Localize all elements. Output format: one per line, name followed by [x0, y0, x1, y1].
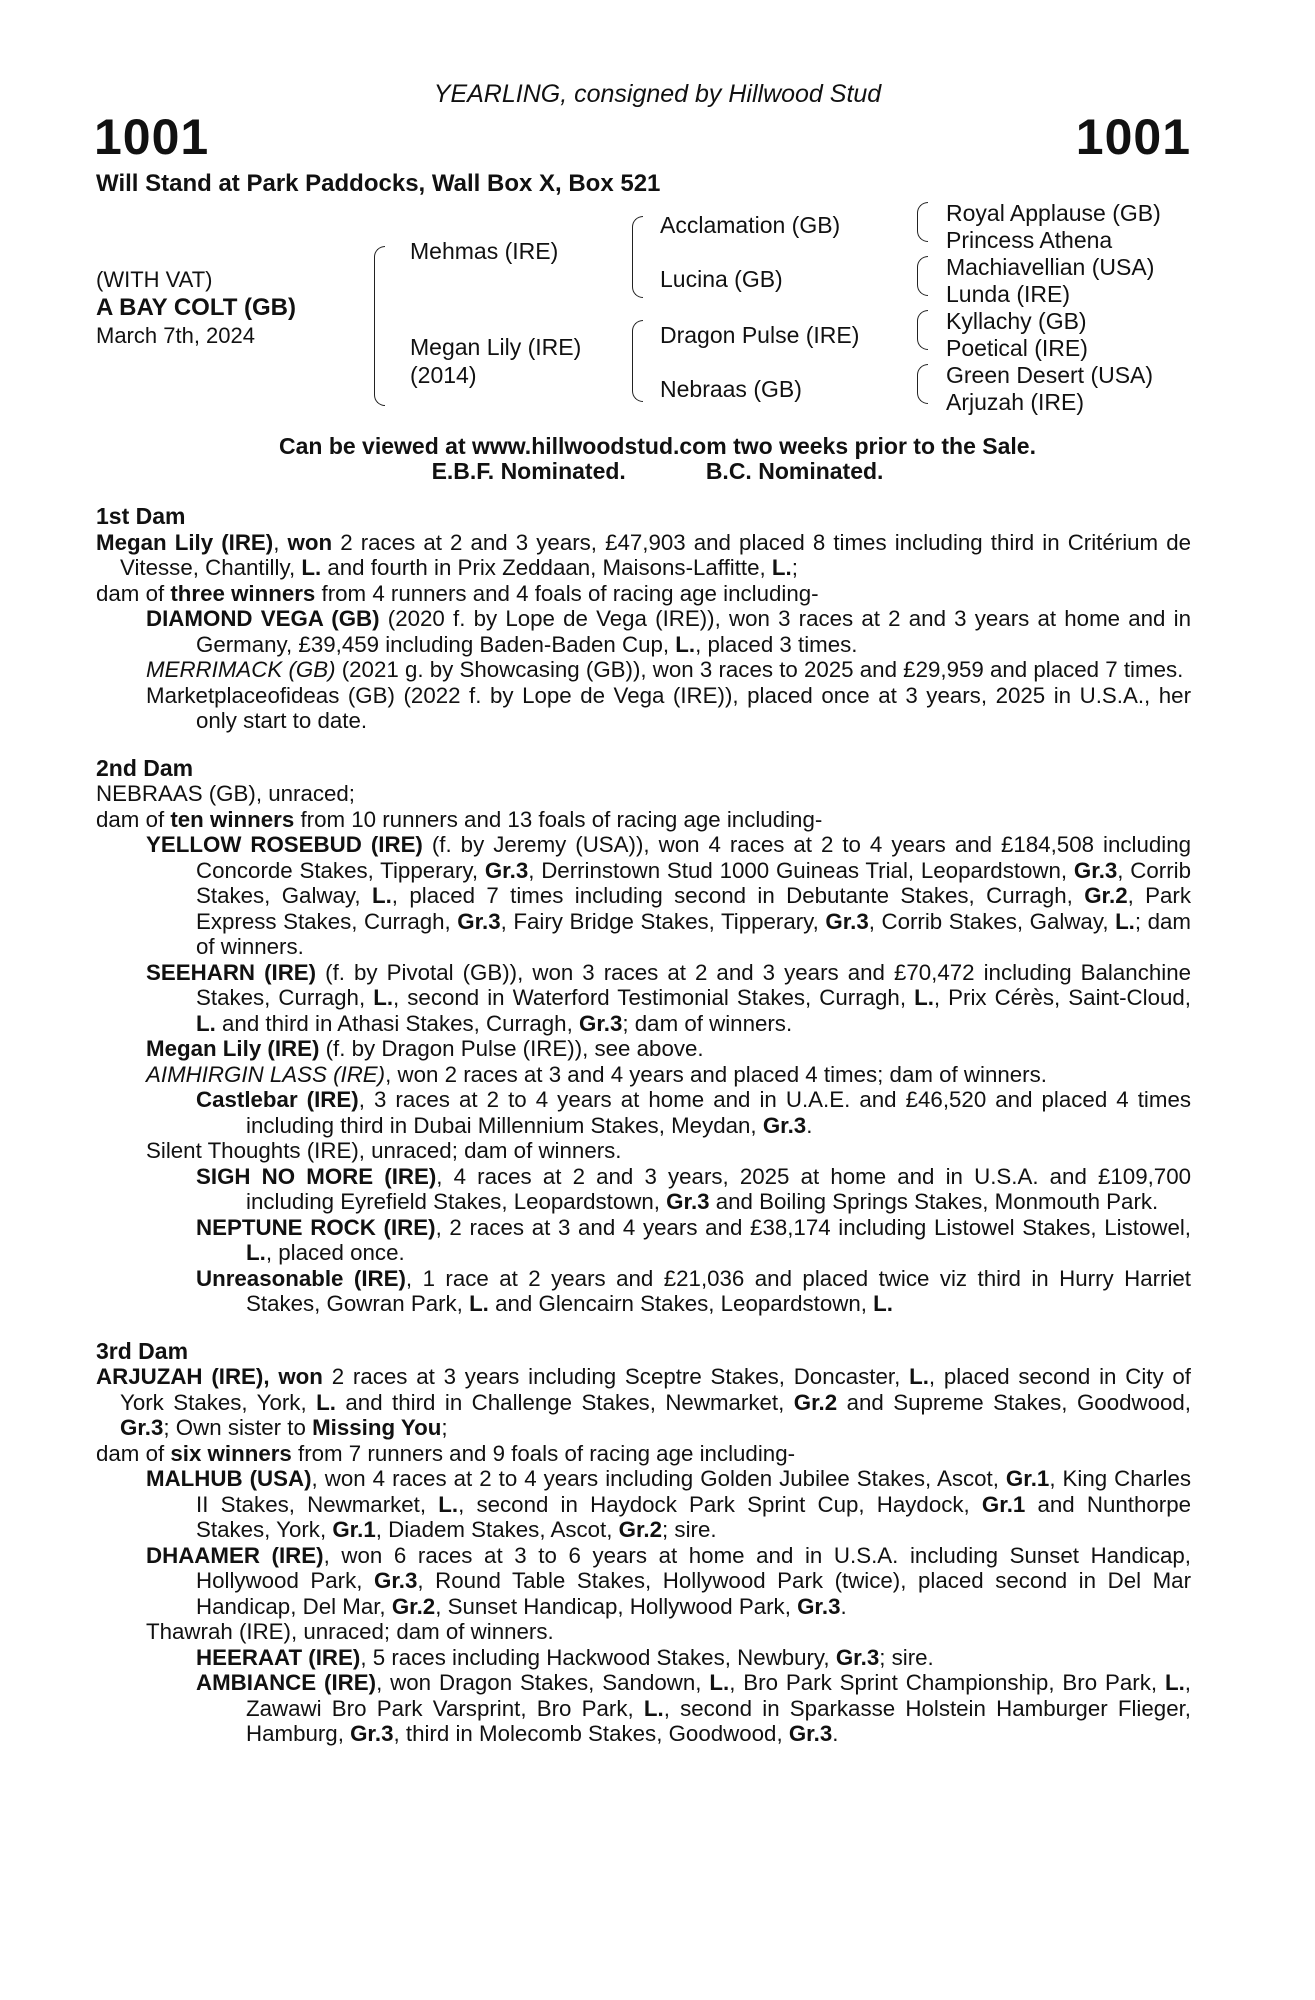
bracket-gen2-top — [632, 216, 643, 298]
text: (2020 f. by Lope de Vega (IRE)), won 3 races at 2 and 3 years at home and in Germany, £39,459 including Baden-Baden Cup, — [196, 606, 1191, 657]
text: (f. by Pivotal (GB)), won 3 races at 2 and 3 years and £70,472 including Balanchine Stakes, Curragh, — [196, 959, 1191, 1010]
produce-entry — [96, 606, 1191, 657]
pedigree-gen2-4: Nebraas (GB) — [660, 376, 802, 402]
bc-nominated: B.C. Nominated. — [705, 458, 884, 484]
group-badge: Gr.2 — [1084, 883, 1128, 908]
foaling-date: March 7th, 2024 — [96, 323, 255, 348]
listed-badge: L. — [371, 883, 392, 908]
group-badge: Gr.3 — [666, 1189, 710, 1214]
horse-name: SIGH NO MORE (IRE) — [196, 1163, 437, 1189]
pedigree-gen3-3: Machiavellian (USA) — [946, 254, 1155, 280]
text: from 10 runners and 13 foals of racing age including- — [294, 806, 823, 832]
group-badge: Gr.3 — [835, 1644, 880, 1670]
winners-count: ten winners — [170, 806, 295, 832]
text: , Round Table Stakes, Hollywood Park (twice), placed second in Del Mar Handicap, Del Mar, — [196, 1568, 1191, 1619]
horse-name: SEEHARN (IRE) — [146, 959, 317, 985]
text: ; sire. — [879, 1644, 934, 1670]
third-dam-heading: 3rd Dam — [96, 1337, 189, 1364]
text: Marketplaceofideas (GB) (2022 f. by Lope de Vega (IRE)), placed once at 3 years, 2025 in U.S.A., her only start to date. — [146, 682, 1191, 733]
produce-entry — [96, 1543, 1191, 1620]
bracket-gen3-2 — [917, 256, 928, 296]
group-badge: Gr.3 — [797, 1593, 841, 1619]
horse-name: MALHUB (USA) — [146, 1466, 312, 1491]
produce-entry — [96, 1619, 1191, 1645]
listed-badge: L. — [196, 1010, 216, 1036]
produce-entry-gen2 — [96, 1645, 1191, 1671]
group-badge: Gr.3 — [788, 1721, 833, 1746]
text: , Park Express Stakes, Curragh, — [196, 883, 1191, 934]
text: , won Dragon Stakes, Sandown, — [376, 1670, 710, 1695]
text: , 2 races at 3 and 4 years and £38,174 including Listowel Stakes, Listowel, — [435, 1214, 1191, 1240]
produce-entry-gen2 — [96, 1215, 1191, 1266]
group-badge: Gr.3 — [762, 1112, 807, 1138]
listed-badge: L. — [675, 631, 696, 657]
text: 2 races at 2 and 3 years, £47,903 and placed 8 times including third in Critérium de Vitesse, Chantilly, — [120, 529, 1192, 580]
text: ; dam of winners. — [196, 908, 1191, 959]
text: , 5 races including Hackwood Stakes, Newbury, — [360, 1644, 836, 1670]
text: and Supreme Stakes, Goodwood, — [837, 1389, 1191, 1415]
bracket-gen2-bottom — [632, 320, 643, 402]
listed-badge: L. — [373, 985, 394, 1010]
text: and Glencairn Stakes, Leopardstown, — [488, 1291, 874, 1316]
bracket-gen1 — [374, 246, 385, 406]
listed-badge: L. — [438, 1491, 459, 1517]
text: , second in Sparkasse Holstein Hamburger Flieger, Hamburg, — [246, 1695, 1191, 1746]
text: ; Own sister to — [163, 1415, 313, 1440]
listed-badge: L. — [301, 555, 322, 580]
group-badge: Gr.2 — [618, 1517, 663, 1542]
second-dam-entry — [96, 781, 1191, 807]
text: , third in Molecomb Stakes, Goodwood, — [393, 1721, 789, 1746]
text: dam of — [96, 1440, 171, 1466]
text: from 7 runners and 9 foals of racing age including- — [291, 1440, 796, 1466]
pedigree-dam-year: (2014) — [410, 362, 477, 388]
text: from 4 runners and 4 foals of racing age including- — [315, 580, 819, 606]
horse-name: NEPTUNE ROCK (IRE) — [196, 1214, 436, 1240]
text: and third in Challenge Stakes, Newmarket, — [335, 1389, 794, 1415]
second-dam-heading: 2nd Dam — [96, 754, 194, 781]
pedigree-gen3-6: Poetical (IRE) — [946, 335, 1088, 361]
text: ; — [791, 555, 798, 580]
vat-label: (WITH VAT) — [96, 267, 213, 292]
group-badge: Gr.1 — [1005, 1466, 1050, 1491]
text: , placed once. — [265, 1240, 405, 1265]
text: , 1 race at 2 years and £21,036 and placed twice viz third in Hurry Harriet Stakes, Gowran Park, — [246, 1265, 1191, 1316]
first-dam-entry: Megan Lily (IRE), won 2 races at 2 and 3 years, £47,903 and placed 8 times including third in Critérium de Vitesse, Chantilly, L. and fourth in Prix Zeddaan, Maisons-Laffitte, L.; — [96, 529, 1192, 580]
text: NEBRAAS (GB), unraced; — [96, 781, 355, 806]
pedigree-gen2-2: Lucina (GB) — [660, 266, 783, 292]
listed-badge: L. — [1115, 908, 1135, 934]
group-badge: Gr.3 — [350, 1721, 394, 1746]
horse-name: DHAAMER (IRE) — [146, 1542, 324, 1568]
listed-badge: L. — [316, 1389, 336, 1415]
viewing-note: Can be viewed at www.hillwoodstud.com two weeks prior to the Sale. — [278, 433, 1036, 459]
pedigree-gen3-4: Lunda (IRE) — [946, 281, 1071, 307]
produce-entry — [96, 1138, 1191, 1164]
winners-count: three winners — [170, 580, 316, 606]
text: ; — [441, 1415, 448, 1440]
text: , placed second in City of York Stakes, York, — [120, 1364, 1191, 1415]
pedigree-dam: Megan Lily (IRE) — [410, 334, 582, 360]
group-badge: Gr.3 — [578, 1010, 623, 1036]
group-badge: Gr.3 — [457, 908, 501, 934]
produce-entry-gen2 — [96, 1670, 1191, 1747]
pedigree-gen3-8: Arjuzah (IRE) — [946, 389, 1085, 415]
text: dam of — [96, 580, 171, 606]
group-badge: Gr.3 — [120, 1415, 164, 1440]
horse-name: Megan Lily (IRE) — [146, 1036, 320, 1061]
produce-entry — [96, 1036, 1191, 1062]
text: , Corrib Stakes, Galway, — [196, 857, 1191, 908]
text: , Corrib Stakes, Galway, — [868, 908, 1116, 934]
text: , Bro Park Sprint Championship, Bro Park, — [729, 1670, 1165, 1695]
horse-name: Castlebar (IRE) — [196, 1087, 359, 1112]
bracket-gen3-1 — [917, 202, 928, 242]
lot-number-right: 1001 — [1075, 109, 1191, 165]
first-dam-produce-summary — [96, 581, 1191, 607]
text: Silent Thoughts (IRE), unraced; dam of winners. — [146, 1138, 622, 1163]
sister-name: Missing You — [312, 1415, 442, 1440]
listed-badge: L. — [771, 555, 792, 580]
text: , won 6 races at 3 to 6 years at home and in U.S.A. including Sunset Handicap, Hollywood Park, — [196, 1542, 1192, 1593]
horse-name: YELLOW ROSEBUD (IRE) — [146, 832, 423, 857]
text: , placed 7 times including second in Debutante Stakes, Curragh, — [391, 883, 1085, 908]
text: , Zawawi Bro Park Varsprint, Bro Park, — [246, 1670, 1191, 1721]
listed-badge: L. — [709, 1670, 730, 1695]
second-dam-produce-summary — [96, 807, 1191, 833]
text: and third in Athasi Stakes, Curragh, — [215, 1010, 579, 1036]
nomination-note — [0, 459, 1315, 484]
group-badge: Gr.3 — [1073, 857, 1118, 883]
text: , won 2 races at 3 and 4 years and placed 4 times; dam of winners. — [385, 1061, 1047, 1087]
text: , King Charles II Stakes, Newmarket, — [196, 1466, 1191, 1517]
listed-badge: L. — [469, 1291, 489, 1316]
text: , placed 3 times. — [695, 631, 858, 657]
text: , won 4 races at 2 to 4 years including Golden Jubilee Stakes, Ascot, — [311, 1466, 1006, 1491]
horse-name: A BAY COLT (GB) — [96, 294, 297, 321]
pedigree-gen2-1: Acclamation (GB) — [660, 212, 841, 238]
produce-entry — [96, 1062, 1191, 1088]
group-badge: Gr.2 — [391, 1593, 436, 1619]
group-badge: Gr.3 — [374, 1568, 418, 1593]
text: , Diadem Stakes, Ascot, — [375, 1517, 619, 1542]
pedigree-gen3-5: Kyllachy (GB) — [946, 308, 1087, 334]
text: ; dam of winners. — [622, 1010, 793, 1036]
produce-entry — [96, 832, 1191, 960]
text: , Prix Cérès, Saint-Cloud, — [933, 985, 1191, 1010]
consignment-subtitle: YEARLING, consigned by Hillwood Stud — [433, 80, 882, 108]
produce-entry — [96, 683, 1191, 734]
group-badge: Gr.1 — [332, 1517, 376, 1542]
won-label: won — [287, 529, 333, 555]
listed-badge: L. — [246, 1240, 266, 1265]
text: and fourth in Prix Zeddaan, Maisons-Laffitte, — [321, 555, 772, 580]
lot-number-left: 1001 — [94, 109, 210, 165]
text: , second in Haydock Park Sprint Cup, Haydock, — [458, 1491, 982, 1517]
text: Thawrah (IRE), unraced; dam of winners. — [146, 1619, 554, 1644]
horse-name: HEERAAT (IRE) — [196, 1644, 361, 1670]
horse-name: MERRIMACK (GB) — [146, 657, 336, 682]
group-badge: Gr.3 — [484, 857, 529, 883]
produce-entry — [96, 960, 1191, 1037]
listed-badge: L. — [643, 1695, 664, 1721]
text: and Boiling Springs Stakes, Monmouth Park. — [709, 1189, 1159, 1214]
horse-name: DIAMOND VEGA (GB) — [146, 606, 380, 631]
text: dam of — [96, 806, 171, 832]
dam-name: ARJUZAH (IRE), — [96, 1364, 270, 1389]
produce-entry-gen2 — [96, 1087, 1191, 1138]
third-dam-entry — [96, 1364, 1191, 1441]
text: . — [806, 1112, 813, 1138]
horse-name: AIMHIRGIN LASS (IRE) — [146, 1061, 386, 1087]
text: , 4 races at 2 and 3 years, 2025 at home and in U.S.A. and £109,700 including Eyrefield Stakes, Leopardstown, — [246, 1163, 1192, 1214]
listed-badge: L. — [1164, 1670, 1185, 1695]
pedigree-gen3-7: Green Desert (USA) — [946, 362, 1154, 388]
text: 2 races at 3 years including Sceptre Stakes, Doncaster, — [322, 1364, 910, 1389]
group-badge: Gr.3 — [825, 908, 869, 934]
pedigree-details — [96, 504, 1191, 1747]
text: , Derrinstown Stud 1000 Guineas Trial, Leopardstown, — [528, 857, 1074, 883]
text: (f. by Dragon Pulse (IRE)), see above. — [319, 1036, 704, 1061]
text: , second in Waterford Testimonial Stakes, Curragh, — [393, 985, 915, 1010]
produce-entry-gen2 — [96, 1266, 1191, 1317]
pedigree-sire: Mehmas (IRE) — [410, 238, 559, 264]
dam-name: Megan Lily (IRE) — [96, 529, 274, 555]
text: , Sunset Handicap, Hollywood Park, — [435, 1593, 798, 1619]
horse-name: AMBIANCE (IRE) — [196, 1670, 377, 1695]
produce-entry — [96, 1466, 1191, 1543]
text: and Nunthorpe Stakes, York, — [196, 1491, 1192, 1542]
listed-badge: L. — [873, 1291, 893, 1316]
text: . — [840, 1593, 847, 1619]
pedigree-gen2-3: Dragon Pulse (IRE) — [660, 322, 860, 348]
bracket-gen3-3 — [917, 310, 928, 350]
listed-badge: L. — [914, 985, 934, 1010]
text: . — [832, 1721, 839, 1746]
bracket-gen3-4 — [917, 364, 928, 404]
listed-badge: L. — [909, 1364, 929, 1389]
pedigree-gen3-1: Royal Applause (GB) — [946, 200, 1161, 226]
ebf-nominated: E.B.F. Nominated. — [431, 458, 626, 484]
text: (2021 g. by Showcasing (GB)), won 3 races to 2025 and £29,959 and placed 7 times. — [335, 657, 1184, 682]
first-dam-heading: 1st Dam — [96, 503, 186, 529]
text: , 3 races at 2 to 4 years at home and in U.A.E. and £46,520 and placed 4 times including third in Dubai Millennium Stakes, Meydan, — [246, 1087, 1191, 1138]
produce-entry-gen2 — [96, 1164, 1191, 1215]
horse-name: Unreasonable (IRE) — [196, 1265, 406, 1291]
group-badge: Gr.1 — [981, 1491, 1026, 1517]
won-label: won — [278, 1364, 323, 1389]
winners-count: six winners — [170, 1440, 292, 1466]
third-dam-produce-summary — [96, 1441, 1191, 1467]
text: , Fairy Bridge Stakes, Tipperary, — [500, 908, 826, 934]
stand-location: Will Stand at Park Paddocks, Wall Box X, Box 521 — [96, 170, 661, 197]
pedigree-gen3-2: Princess Athena — [946, 227, 1113, 253]
text: (f. by Jeremy (USA)), won 4 races at 2 to 4 years and £184,508 including Concorde Stakes, Tipperary, — [196, 832, 1192, 883]
text: ; sire. — [662, 1517, 717, 1542]
group-badge: Gr.2 — [793, 1389, 838, 1415]
produce-entry — [96, 657, 1191, 683]
